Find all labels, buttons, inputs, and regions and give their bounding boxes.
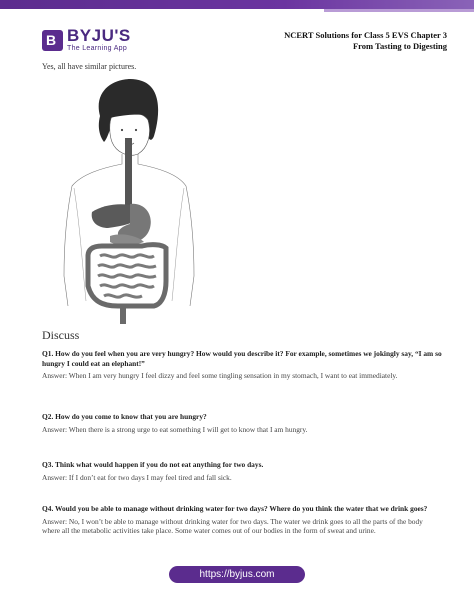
answer-text: Answer: When I am very hungry I feel dizzy and feel some tingling sensation in my stomach, I want to eat immediately. <box>42 371 398 381</box>
question-text: Q3. Think what would happen if you do not eat anything for two days. <box>42 460 264 469</box>
logo-tagline: The Learning App <box>67 45 128 52</box>
section-heading-discuss: Discuss <box>42 328 80 342</box>
question-text: Q2. How do you come to know that you are hungry? <box>42 412 207 421</box>
logo-brand: BYJU'S <box>67 26 131 45</box>
title-line-2: From Tasting to Digesting <box>352 41 447 51</box>
answer-text: Answer: If I don’t eat for two days I may feel tired and fall sick. <box>42 472 232 482</box>
question-text: Q1. How do you feel when you are very hungry? How would you describe it? For example, sometimes we jokingly say, “I am so hungry I could eat an elephant!” <box>42 349 442 368</box>
answer-text: Answer: When there is a strong urge to eat something I will get to know that I am hungry. <box>42 424 308 434</box>
question-text: Q4. Would you be able to manage without drinking water for two days? Where do you think the water that we drink goes? <box>42 504 428 513</box>
qa-block-1 <box>42 349 442 381</box>
digestive-system-illustration <box>62 76 202 331</box>
answer-text: Answer: No, I won’t be able to manage without drinking water for two days. The water we drink goes to all the parts of the body where all the metabolic activities take place. Some water comes out of our bodies in the form of sweat and urine. <box>42 516 423 536</box>
qa-block-4 <box>42 504 442 536</box>
document-title <box>284 30 447 52</box>
logo-mark-icon: B <box>42 30 63 51</box>
intro-text: Yes, all have similar pictures. <box>42 62 137 71</box>
byjus-logo[interactable] <box>42 27 131 53</box>
top-banner-accent <box>324 9 474 12</box>
title-line-1: NCERT Solutions for Class 5 EVS Chapter 3 <box>284 30 447 40</box>
top-banner <box>0 0 474 9</box>
qa-block-2 <box>42 412 442 434</box>
qa-block-3 <box>42 460 442 482</box>
footer-url-button[interactable]: https://byjus.com <box>169 566 305 583</box>
